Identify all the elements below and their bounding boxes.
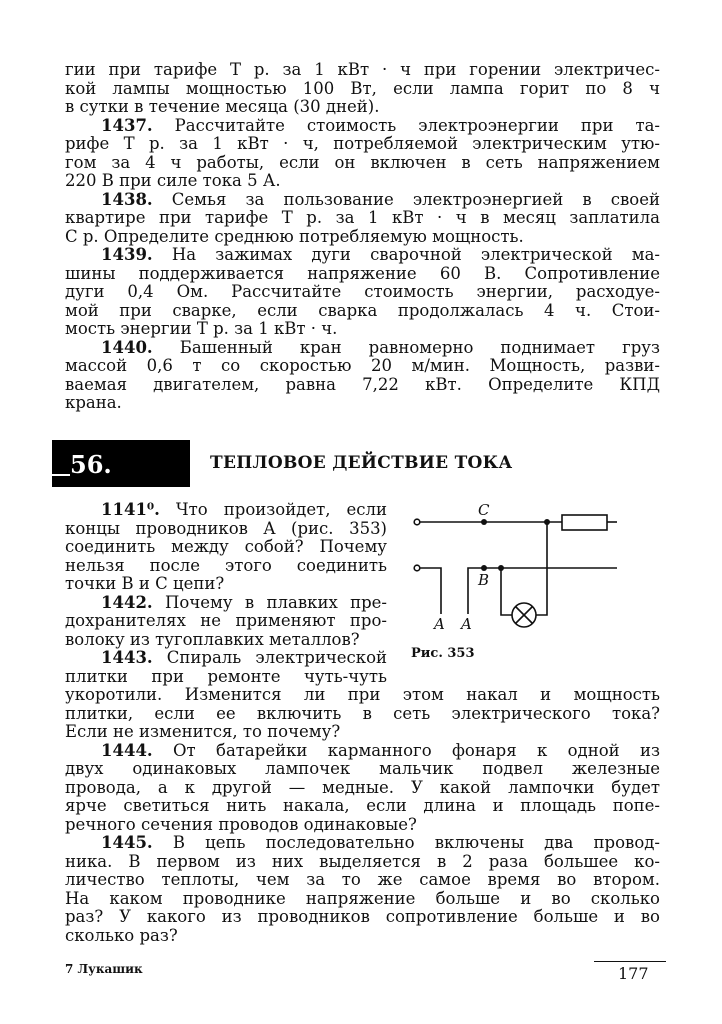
line-text: C р. Определите среднюю потребляемую мощность. — [65, 226, 524, 246]
line-text: гом за 4 ч работы, если он включен в сеть напряжением — [65, 152, 660, 172]
terminal-top — [414, 519, 420, 525]
text-line — [65, 557, 387, 576]
text-line — [65, 705, 660, 724]
text-line — [65, 723, 660, 742]
line-text: концы проводников A (рис. 353) — [65, 518, 387, 538]
text-line — [65, 686, 660, 705]
label-b: B — [478, 571, 490, 589]
text-line — [65, 283, 660, 302]
text-line — [65, 61, 660, 80]
text-line — [65, 816, 660, 835]
text-line — [65, 520, 387, 539]
line-text: мой при сварке, если сварка продолжалась 4 ч. Стои- — [65, 300, 660, 320]
label-a-right: A — [461, 615, 472, 633]
line-text: квартире при тарифе T р. за 1 кВт · ч в месяц заплатила — [65, 208, 660, 227]
text-line — [65, 538, 387, 557]
line-text: раз? У какого из проводников сопротивление больше и во — [65, 907, 660, 926]
label-a-left: A — [434, 615, 445, 633]
text-line — [65, 228, 660, 247]
line-text: Если не изменится, то почему? — [65, 722, 341, 741]
problem-number: 1443. — [101, 648, 153, 667]
node-c — [481, 519, 487, 525]
wire-a-left — [420, 568, 441, 614]
text-line — [65, 191, 660, 210]
text-line — [65, 117, 660, 136]
lamp-branch — [501, 568, 512, 615]
text-line — [65, 320, 660, 339]
text-line — [65, 890, 660, 909]
problem-number: 1444. — [101, 740, 153, 760]
text-line — [65, 908, 660, 927]
text-line — [65, 172, 660, 191]
line-text: Почему в плавких пре- — [152, 592, 387, 612]
text-line — [65, 575, 387, 594]
line-text: плитки, если ее включить в сеть электрического тока? — [65, 703, 660, 723]
text-line — [65, 594, 387, 613]
problem-number: 1438. — [101, 189, 153, 209]
line-text: гии при тарифе T р. за 1 кВт · ч при горении электричес- — [65, 60, 660, 79]
text-line — [65, 98, 660, 117]
text-line — [65, 376, 660, 395]
line-text: ваемая двигателем, равна 7,22 кВт. Определите КПД — [65, 374, 660, 394]
line-text: точки B и C цепи? — [65, 574, 225, 593]
line-text: кой лампы мощностью 100 Вт, если лампа горит по 8 ч — [65, 78, 660, 98]
problem-number: 1445. — [101, 833, 153, 852]
line-text: В цепь последовательно включены два провод- — [152, 833, 660, 852]
line-text: в сутки в течение месяца (30 дней). — [65, 97, 380, 116]
text-line — [65, 265, 660, 284]
footer-signature: 7 Лукашик — [65, 962, 143, 976]
line-text: Что произойдет, если — [159, 500, 387, 519]
page-number: 177 — [618, 964, 649, 983]
text-line — [65, 853, 660, 872]
label-c: C — [478, 501, 490, 519]
text-line — [65, 742, 660, 761]
terminal-bottom — [414, 565, 420, 571]
text-line — [65, 668, 387, 687]
text-line — [65, 927, 660, 946]
line-text: речного сечения проводов одинаковые? — [65, 814, 417, 834]
problems-1443-1445 — [65, 686, 660, 945]
line-text: мость энергии T р. за 1 кВт · ч. — [65, 319, 338, 338]
text-line — [65, 649, 387, 668]
text-line — [65, 631, 387, 650]
text-line — [65, 209, 660, 228]
section-number: 56. — [70, 450, 112, 479]
line-text: На зажимах дуги сварочной электрической ма- — [152, 245, 660, 264]
text-line — [65, 246, 660, 265]
footer-rule — [594, 961, 666, 962]
line-text: Спираль электрической — [152, 648, 387, 667]
text-line — [65, 871, 660, 890]
problem-number: 1442. — [101, 592, 153, 612]
line-text: Башенный кран равномерно поднимает груз — [152, 337, 660, 357]
text-line — [65, 302, 660, 321]
line-text: плитки при ремонте чуть-чуть — [65, 666, 387, 686]
text-line — [65, 339, 660, 358]
text-line — [65, 357, 660, 376]
line-text: крана. — [65, 393, 122, 412]
line-text: шины поддерживается напряжение 60 В. Сопротивление — [65, 263, 660, 283]
circuit-diagram — [400, 490, 640, 640]
text-line — [65, 135, 660, 154]
line-text: Рассчитайте стоимость электроэнергии при та- — [152, 115, 660, 135]
text-line — [65, 154, 660, 173]
text-line — [65, 797, 660, 816]
problems-1436-1440 — [65, 61, 660, 413]
line-text: дохранителях не применяют про- — [65, 611, 387, 630]
text-line — [65, 80, 660, 99]
line-text: 220 В при силе тока 5 А. — [65, 171, 281, 190]
problem-number: 1437. — [101, 115, 153, 135]
line-text: ника. В первом из них выделяется в 2 раза большее ко- — [65, 851, 660, 871]
problem-number: 1440. — [101, 337, 153, 357]
text-line — [65, 501, 387, 520]
line-text: укоротили. Изменится ли при этом накал и мощность — [65, 685, 660, 704]
line-text: дуги 0,4 Ом. Рассчитайте стоимость энергии, расходуе- — [65, 282, 660, 301]
line-text: волоку из тугоплавких металлов? — [65, 629, 360, 649]
line-text: сколько раз? — [65, 925, 178, 945]
resistor-icon — [562, 515, 607, 530]
problems-1441-1443 — [65, 501, 387, 686]
line-text: двух одинаковых лампочек мальчик подвел железные — [65, 759, 660, 778]
text-line — [65, 834, 660, 853]
line-text: нельзя после этого соединить — [65, 555, 387, 575]
line-text: От батарейки карманного фонаря к одной из — [152, 740, 660, 760]
problem-number: 1439. — [101, 245, 153, 264]
line-text: На каком проводнике напряжение больше и во сколько — [65, 888, 660, 908]
line-text: Семья за пользование электроэнергией в своей — [152, 189, 660, 209]
line-text: личество теплоты, чем за то же самое время во втором. — [65, 870, 660, 889]
text-line — [65, 760, 660, 779]
problem-number: 1141⁰. — [101, 500, 160, 519]
line-text: соединить между собой? Почему — [65, 537, 387, 556]
line-text: провода, а к другой — медные. У какой лампочки будет — [65, 777, 660, 797]
text-line — [65, 612, 387, 631]
section-title: ТЕПЛОВОЕ ДЕЙСТВИЕ ТОКА — [210, 453, 513, 473]
text-line — [65, 779, 660, 798]
line-text: ярче светиться нить накала, если длина и площадь попе- — [65, 796, 660, 815]
section-dash — [52, 474, 70, 476]
wire-a-right — [468, 568, 617, 614]
figure-caption: Рис. 353 — [411, 646, 475, 661]
line-text: рифе T р. за 1 кВт · ч, потребляемой электрическим утю- — [65, 134, 660, 153]
line-text: массой 0,6 т со скоростью 20 м/мин. Мощность, разви- — [65, 356, 660, 375]
text-line — [65, 394, 660, 413]
